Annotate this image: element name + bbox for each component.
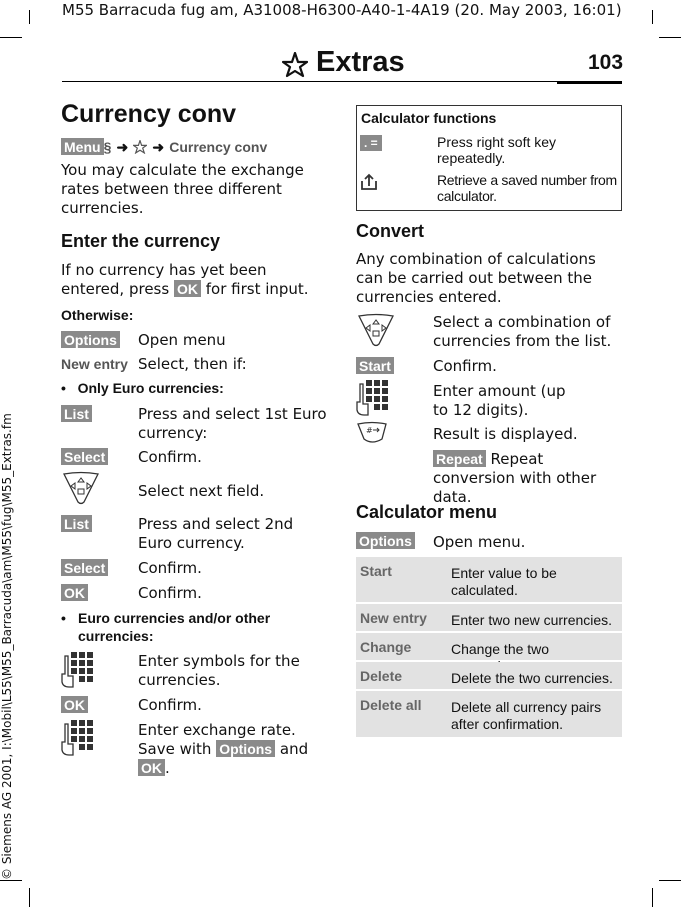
start-key: Start: [356, 357, 394, 374]
menu-path: [61, 137, 267, 156]
calc-row1: Press right soft key repeatedly.: [437, 134, 557, 166]
enter-heading: Enter the currency: [61, 231, 221, 251]
crop-mark: [0, 37, 22, 38]
menu-table-key: Change: [360, 639, 412, 655]
select1-desc: Confirm.: [138, 448, 202, 466]
header-rule: [62, 81, 557, 82]
otherwise-label: Otherwise:: [61, 307, 134, 323]
menu-table-desc: Delete the two currencies.: [451, 670, 613, 686]
select2-desc: Confirm.: [138, 559, 202, 577]
menu-table-desc: Change the two: [451, 641, 550, 657]
ok1-desc: Confirm.: [138, 584, 202, 602]
page-title: Currency conv: [61, 100, 237, 128]
list-key: List: [61, 405, 92, 422]
calc-box-title: Calculator functions: [361, 110, 497, 126]
hash-key-icon: [356, 421, 388, 447]
menu-table-desc: Enter value to be calculated.: [451, 565, 557, 598]
ok-key: OK: [174, 280, 201, 297]
table-row: [356, 557, 622, 602]
star-outline-icon: [133, 140, 147, 154]
table-row: [356, 633, 622, 660]
options-key: Options: [216, 740, 275, 757]
table-row: [356, 604, 622, 631]
calculator-functions-box: [356, 105, 622, 211]
bullet-1: • Only Euro currencies:: [61, 380, 224, 396]
list2-desc: Press and select 2nd Euro currency.: [138, 515, 294, 552]
arrow-icon: ➜: [152, 139, 165, 155]
menu-table-key: New entry: [360, 610, 427, 626]
calc-row2: Retrieve a saved number from calculator.: [437, 172, 617, 204]
table-row: [356, 691, 622, 737]
crop-mark: [659, 37, 681, 38]
crop-mark: [659, 880, 681, 881]
calculator-menu-heading: Calculator menu: [356, 502, 498, 522]
menu-path-item: Currency conv: [169, 139, 268, 155]
ok-key: OK: [61, 696, 88, 713]
retrieve-upload-icon: [360, 173, 378, 191]
crop-mark: [0, 880, 22, 881]
menu-table-desc: Enter two new currencies.: [451, 612, 613, 628]
start-desc: Confirm.: [433, 357, 497, 375]
rate-desc: Enter exchange rate. Save with Options and OK .: [138, 721, 309, 777]
menu-table-desc: Delete all currency pairs after confirmation.: [451, 699, 602, 732]
nav-joystick-icon: [356, 312, 396, 348]
hand-keypad-icon: [61, 652, 95, 688]
convert-text: Any combination of calculations can be carried out between the currencies entered.: [356, 250, 596, 306]
calc-key: . =: [360, 135, 382, 151]
crop-mark: [652, 888, 653, 907]
star-outline-icon: [282, 52, 308, 78]
combo-desc: Select a combination of currencies from the list.: [433, 313, 612, 350]
result-desc: Result is displayed.: [433, 425, 578, 443]
bullet-2: • Euro currencies and/or other currencies:: [61, 610, 271, 644]
repeat-key: Repeat: [433, 450, 486, 467]
crop-mark: [29, 888, 30, 907]
section-symbol: §: [103, 139, 112, 155]
options-key: Options: [61, 331, 120, 348]
menu-table-key: Delete: [360, 668, 403, 684]
document-meta: M55 Barracuda fug am, A31008-H6300-A40-1-4A19 (20. May 2003, 16:01): [62, 1, 622, 19]
amount-desc: Enter amount (up to 12 digits).: [433, 382, 566, 419]
select-key: Select: [61, 559, 108, 576]
arrow-icon: ➜: [116, 139, 129, 155]
nav-desc: Select next field.: [138, 482, 265, 500]
page-number: 103: [588, 51, 624, 74]
new-entry-desc: Select, then if:: [138, 355, 247, 373]
section-title: Extras: [316, 46, 405, 78]
crop-mark: [29, 10, 30, 24]
ok-key: OK: [138, 759, 165, 776]
list1-desc: Press and select 1st Euro currency:: [138, 405, 327, 442]
list-key: List: [61, 515, 92, 532]
menu-key: Menu: [61, 138, 104, 155]
hand-keypad-icon: [61, 720, 95, 756]
enter-text: If no currency has yet been entered, press OK for first input.: [61, 261, 309, 298]
new-entry-label: New entry: [61, 356, 128, 372]
hand-keypad-icon: [356, 380, 390, 416]
ok-key: OK: [61, 584, 88, 601]
crop-mark: [652, 10, 653, 24]
ok2-desc: Confirm.: [138, 696, 202, 714]
select-key: Select: [61, 448, 108, 465]
menu-options-desc: Open menu.: [433, 533, 526, 551]
nav-joystick-icon: [61, 470, 101, 506]
symbols-desc: Enter symbols for the currencies.: [138, 652, 300, 689]
menu-table-key: Start: [360, 563, 392, 579]
header-rule-thick: [557, 81, 622, 84]
options-desc: Open menu: [138, 331, 226, 349]
intro-text: You may calculate the exchange rates between three different currencies.: [61, 161, 304, 217]
table-row: [356, 662, 622, 689]
side-note: © Siemens AG 2001, I:\Mobil\L55\M55_Barracuda\am\M55\fug\M55_Extras.fm: [0, 413, 14, 880]
menu-table-key: Delete all: [360, 697, 422, 713]
convert-heading: Convert: [356, 221, 425, 241]
repeat-desc: Repeat Repeat conversion with other data.: [433, 450, 597, 506]
svg-text:#: #: [366, 426, 373, 435]
options-key: Options: [356, 532, 415, 549]
